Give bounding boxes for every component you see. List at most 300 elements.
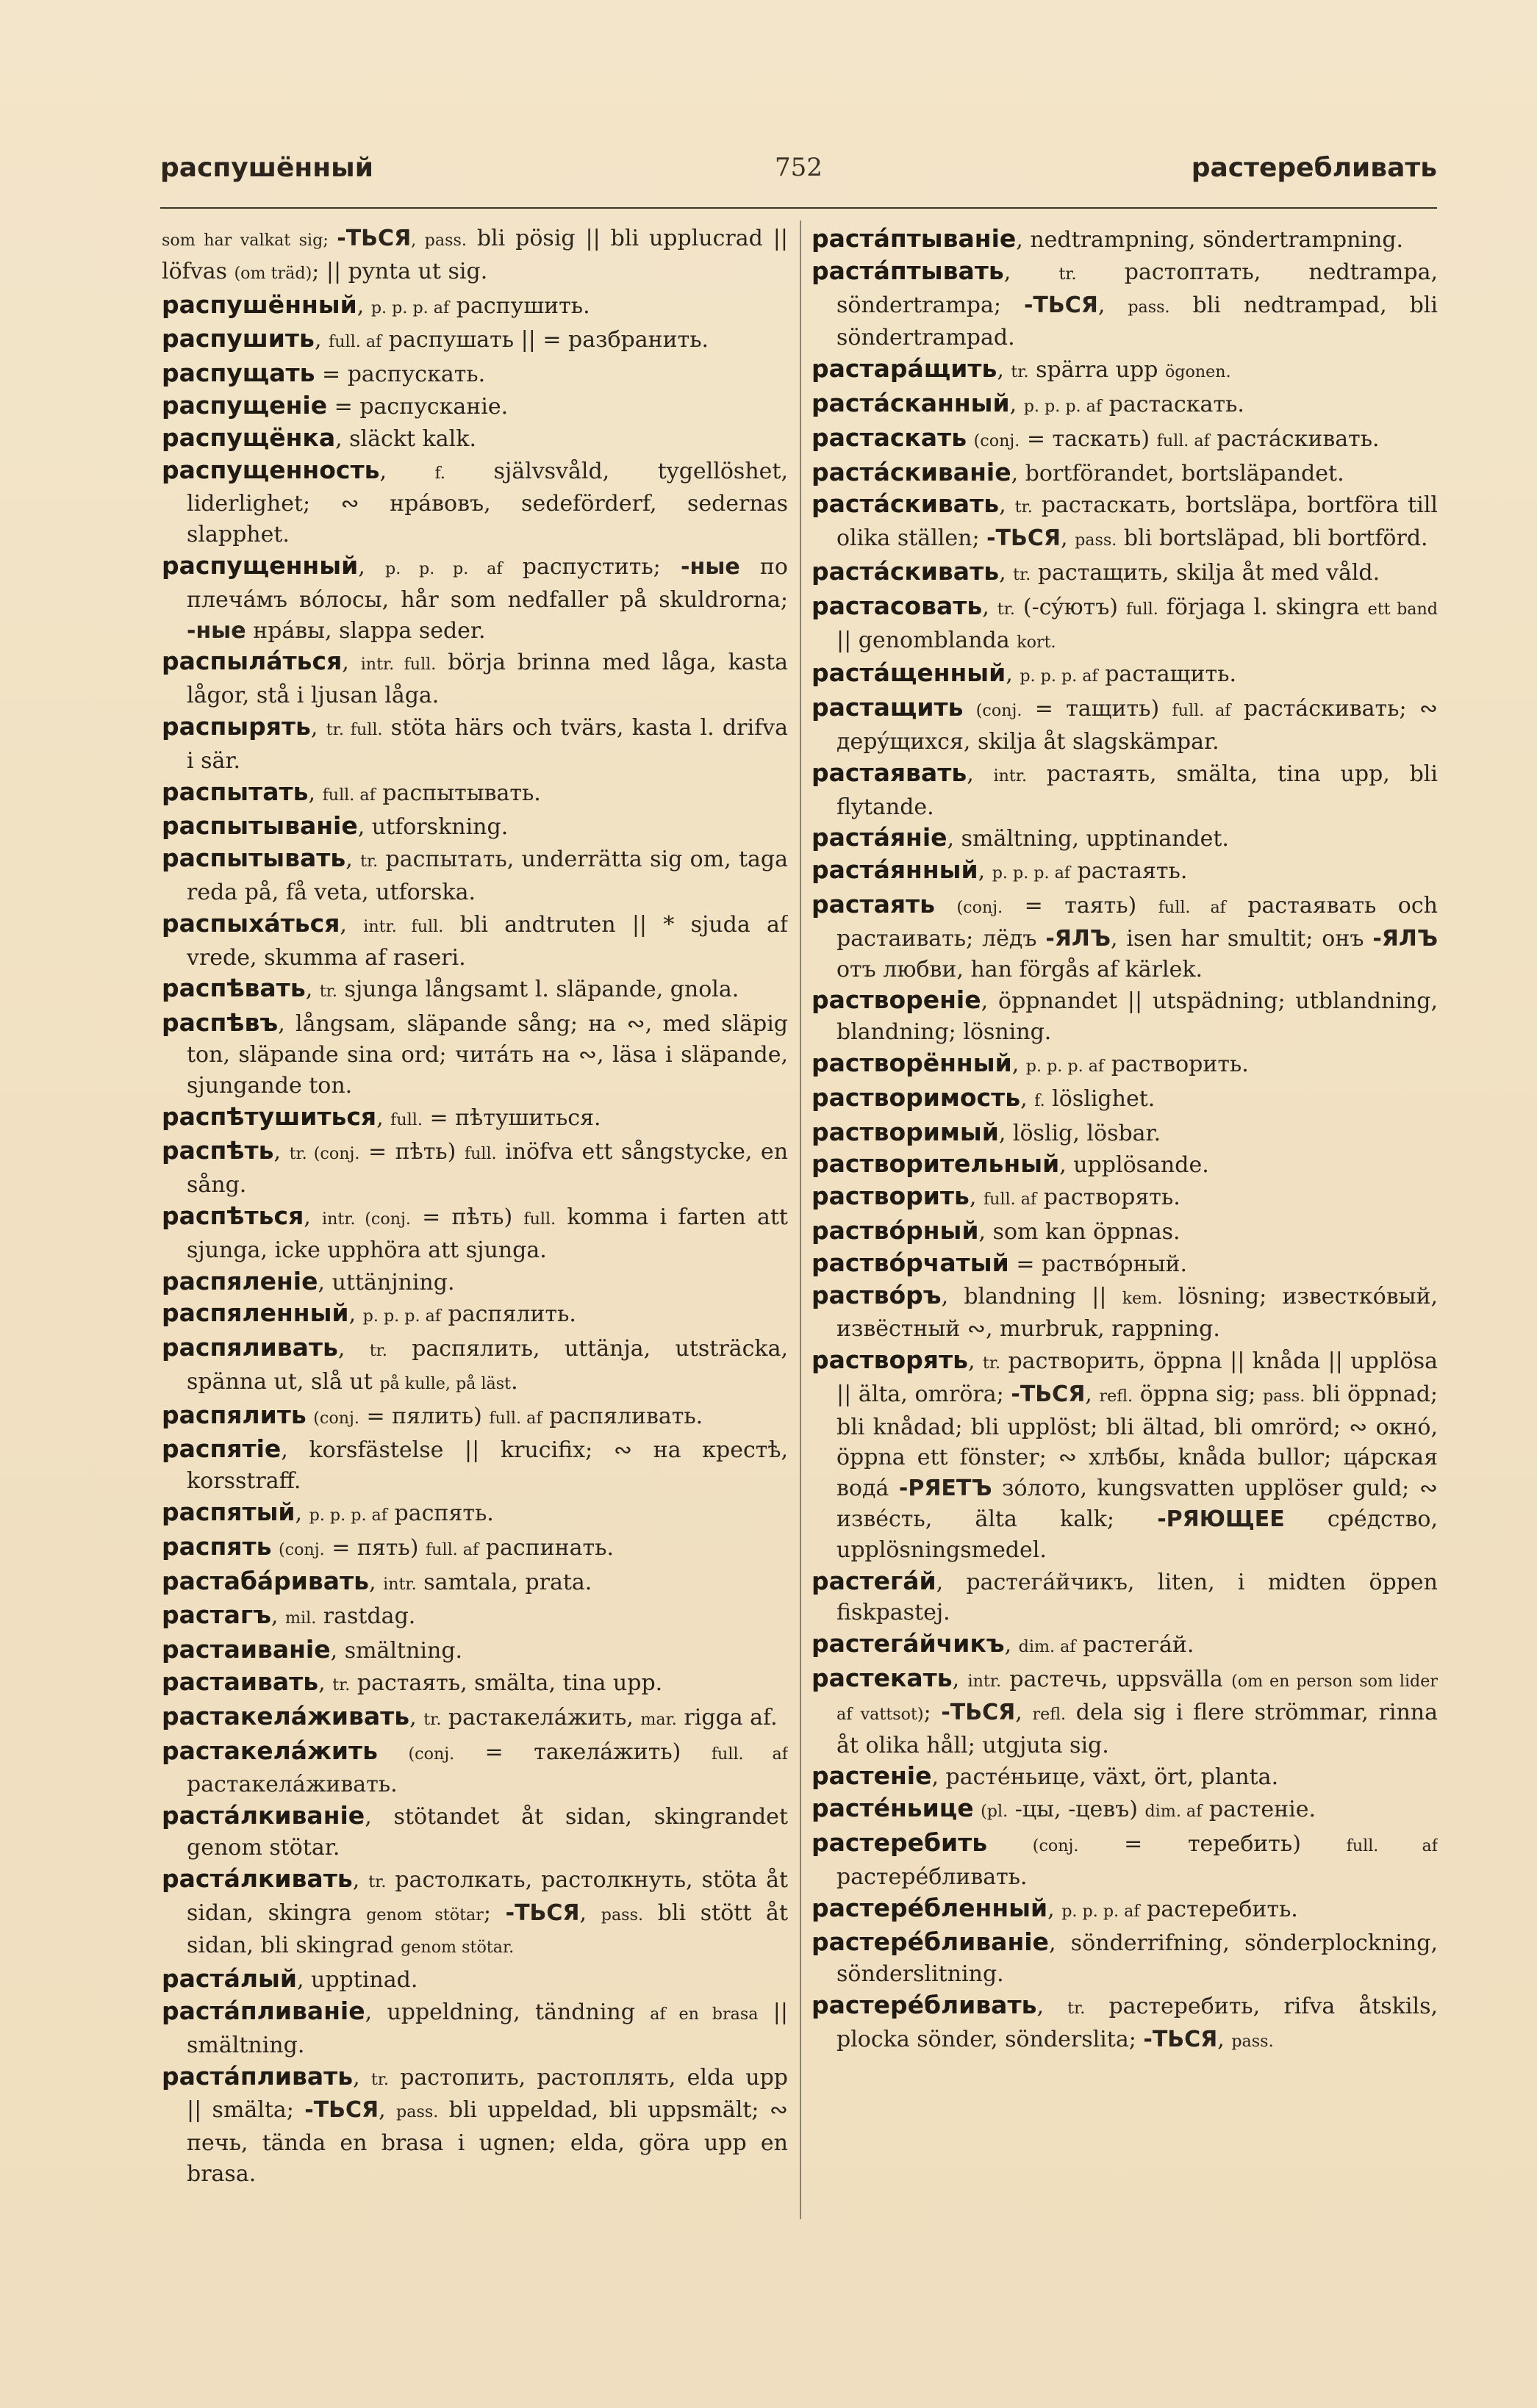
dictionary-entry xyxy=(162,1266,788,1298)
dictionary-entry xyxy=(162,1400,788,1434)
entry-headword: распятый xyxy=(162,1498,295,1527)
entry-text: , långsam, släpande sång; на ∾, med släpig ton, släpande sina ord; читáть на ∾, läsa i släpande, sjungande ton. xyxy=(187,1011,788,1099)
entry-abbreviation: pass. xyxy=(1231,2031,1274,2051)
dictionary-entry xyxy=(162,777,788,811)
entry-abbreviation: tr. xyxy=(370,2069,389,2089)
entry-abbreviation: pass. xyxy=(1128,297,1170,317)
dictionary-entry xyxy=(162,1135,788,1201)
dictionary-entry xyxy=(812,1793,1438,1827)
dictionary-entry xyxy=(162,1332,788,1400)
entry-text: растаять, smälta, tina upp. xyxy=(350,1670,663,1697)
dictionary-entry xyxy=(812,1215,1438,1248)
entry-abbreviation: tr. xyxy=(332,1675,351,1695)
entry-text: förjaga l. skingra xyxy=(1158,594,1368,620)
entry-text: komma i farten att sjunga, icke upphöra att sjunga. xyxy=(187,1204,788,1263)
entry-text: распушать || = разбранить. xyxy=(381,327,709,353)
entry-text: = пѣть) xyxy=(410,1204,524,1230)
entry-headword: распѣвъ xyxy=(162,1008,279,1038)
entry-text: растворить, öppna || knåda || upplösa || älta, omröra; xyxy=(836,1348,1438,1407)
dictionary-entry xyxy=(812,1345,1438,1566)
entry-text: растопить, растоплять, elda upp || smälta; xyxy=(187,2064,788,2124)
entry-text: , xyxy=(999,559,1014,586)
entry-text: = теребить) xyxy=(1078,1831,1347,1858)
entry-text: , uppeldning, tändning xyxy=(365,1999,651,2026)
entry-text: , xyxy=(969,1185,984,1211)
entry-text: rastdag. xyxy=(316,1603,416,1630)
entry-text: , upplösande. xyxy=(1059,1152,1209,1179)
right-running-headword: растеребливать xyxy=(1191,153,1437,183)
entry-text: bli bortsläpad, bli bortförd. xyxy=(1117,525,1428,552)
entry-text: , isen har smultit; онъ xyxy=(1111,925,1373,952)
entry-headword: растасовать xyxy=(812,591,983,620)
entry-inflection: -ные xyxy=(681,553,740,580)
dictionary-entry xyxy=(812,889,1438,985)
entry-text: , xyxy=(1020,1085,1035,1112)
entry-headword: раствóръ xyxy=(812,1280,942,1309)
entry-abbreviation: intr. (conj. xyxy=(322,1209,411,1229)
entry-text: , xyxy=(308,780,323,806)
entry-text: растаять. xyxy=(1070,858,1188,885)
page-header xyxy=(160,153,1437,197)
entry-text: , xyxy=(1003,259,1059,285)
entry-text: , sönderrifning, sönderplockning, sönderslitning. xyxy=(836,1930,1438,1988)
entry-headword: растаиваніе xyxy=(162,1635,331,1664)
entry-text: ; xyxy=(483,1900,506,1926)
entry-inflection: -ТЬСЯ xyxy=(304,2097,379,2124)
entry-text: зóлото, kungsvatten upplöser guld; ∾ извéсть, älta kalk; xyxy=(836,1476,1438,1533)
entry-text: öppna sig; xyxy=(1133,1381,1264,1407)
dictionary-entry xyxy=(812,457,1438,489)
entry-headword: растворимость xyxy=(812,1082,1021,1112)
entry-text: = тащить) xyxy=(1022,696,1172,722)
entry-abbreviation: pass. xyxy=(601,1905,644,1924)
entry-text: = пѣть) xyxy=(359,1139,465,1165)
entry-text xyxy=(987,1831,1033,1857)
entry-text: распять. xyxy=(387,1500,494,1527)
entry-text: = таскать) xyxy=(1020,425,1157,452)
entry-text: растворять. xyxy=(1036,1185,1180,1211)
entry-text: растаять, smälta, tina upp, bli flytande. xyxy=(836,761,1438,820)
dictionary-entry xyxy=(162,1007,788,1101)
entry-text: = пѣтушиться. xyxy=(422,1104,601,1131)
dictionary-entry xyxy=(162,1634,788,1667)
entry-text: , xyxy=(376,1104,391,1131)
entry-abbreviation: tr. xyxy=(423,1709,442,1729)
entry-abbreviation: refl. xyxy=(1032,1704,1067,1724)
entry-abbreviation: (om en person som lider af vattsot) xyxy=(836,1672,1438,1724)
entry-text: растакелáживать. xyxy=(187,1772,398,1798)
entry-abbreviation: (conj. xyxy=(1032,1836,1079,1856)
entry-abbreviation: tr. xyxy=(1013,564,1031,584)
dictionary-entry xyxy=(812,489,1438,556)
entry-inflection: -ные xyxy=(187,617,246,644)
entry-text: , uttänjning. xyxy=(318,1269,455,1295)
entry-text: , xyxy=(337,1336,370,1362)
entry-abbreviation: full. af xyxy=(425,1539,479,1559)
dictionary-entry xyxy=(812,256,1438,353)
entry-text: распинать. xyxy=(479,1534,614,1561)
entry-headword: растáпливать xyxy=(162,2061,354,2091)
entry-headword: растерéбленный xyxy=(812,1893,1048,1922)
entry-headword: распяливать xyxy=(162,1333,338,1362)
entry-abbreviation: full. xyxy=(390,1110,423,1129)
entry-headword: раствореніе xyxy=(812,985,981,1015)
entry-text: растерéбливать. xyxy=(836,1863,1028,1890)
entry-inflection: -ТЬСЯ xyxy=(1011,1381,1086,1407)
entry-text: = пять) xyxy=(324,1534,426,1561)
entry-abbreviation: intr. full. xyxy=(360,655,437,675)
dictionary-entry xyxy=(812,1048,1438,1082)
entry-abbreviation: af en brasa xyxy=(650,2005,759,2024)
dictionary-entry xyxy=(162,1434,788,1497)
dictionary-entry xyxy=(812,423,1438,457)
dictionary-entry xyxy=(162,323,788,358)
dictionary-entry xyxy=(162,973,788,1007)
dictionary-entry xyxy=(162,1497,788,1531)
entry-text: = таять) xyxy=(1003,892,1158,919)
entry-inflection: -ТЬСЯ xyxy=(505,1900,580,1926)
entry-text: распушить. xyxy=(449,292,590,319)
entry-headword: растаскать xyxy=(812,423,967,452)
entry-text xyxy=(963,696,975,722)
entry-abbreviation: (pl. xyxy=(981,1802,1008,1822)
entry-headword: распыхáться xyxy=(162,908,340,938)
entry-abbreviation: full. xyxy=(523,1209,556,1229)
entry-abbreviation: (conj. xyxy=(313,1408,359,1428)
entry-abbreviation: intr. xyxy=(383,1574,417,1594)
entry-headword: растагъ xyxy=(162,1600,271,1630)
entry-text: , blandning || xyxy=(941,1283,1122,1309)
dictionary-entry xyxy=(162,1101,788,1136)
entry-headword: растеніе xyxy=(812,1761,932,1791)
dictionary-entry xyxy=(812,556,1438,591)
dictionary-entry xyxy=(162,1566,788,1600)
dictionary-entry xyxy=(162,1667,788,1701)
header-rule xyxy=(160,207,1437,209)
entry-inflection: -ТЬСЯ xyxy=(1023,292,1098,318)
entry-text: bli stött åt sidan, bli skingrad xyxy=(187,1900,788,1959)
entry-text: , xyxy=(952,1667,968,1693)
entry-text: , xyxy=(353,2064,371,2091)
entry-text: , xyxy=(1009,391,1024,417)
entry-headword: растаивать xyxy=(162,1667,319,1697)
entry-abbreviation: pass. xyxy=(1075,531,1117,550)
entry-headword: растворительный xyxy=(812,1149,1060,1179)
entry-text: распялить. xyxy=(441,1301,576,1328)
entry-text: , utforskning. xyxy=(357,814,509,841)
entry-text: распытать, underrätta sig om, taga reda på, få veta, utforska. xyxy=(187,847,788,905)
entry-text: , xyxy=(409,1704,424,1730)
entry-headword: растворить xyxy=(812,1182,970,1211)
entry-text: , xyxy=(1015,1699,1033,1725)
entry-headword: распѣть xyxy=(162,1136,274,1165)
entry-abbreviation: som har valkat sig; xyxy=(162,231,337,250)
entry-text: растащить. xyxy=(1097,661,1236,688)
entry-text: , xyxy=(379,2097,397,2124)
entry-abbreviation: full. af xyxy=(322,785,376,805)
entry-text: , xyxy=(997,357,1011,384)
entry-text: , xyxy=(579,1900,601,1926)
entry-headword: растерéбливать xyxy=(812,1991,1037,2020)
entry-text: растащить, skilja åt med våld. xyxy=(1031,559,1380,586)
entry-headword: растáлкиваніе xyxy=(162,1801,365,1830)
entry-headword: распытывать xyxy=(162,844,346,873)
entry-headword: растаявать xyxy=(812,758,967,787)
entry-headword: растáптываніе xyxy=(812,224,1017,253)
entry-text: , xyxy=(358,553,385,580)
entry-text: растегáй. xyxy=(1075,1632,1194,1658)
entry-text: , xyxy=(999,492,1015,519)
entry-headword: растворимый xyxy=(812,1117,999,1146)
entry-abbreviation: p. p. p. af xyxy=(1023,396,1103,416)
entry-text: растáскивать; ∾ дерýщихся, skilja åt slagskämpar. xyxy=(836,696,1438,755)
entry-text: bli uppeldad, bli uppsmält; ∾ печь, tända en brasa i ugnen; elda, göra upp en brasa. xyxy=(187,2097,788,2188)
entry-text xyxy=(378,1739,408,1765)
dictionary-entry xyxy=(162,423,788,455)
dictionary-entry xyxy=(812,1280,1438,1345)
entry-abbreviation: pass. xyxy=(1263,1386,1305,1406)
dictionary-entry xyxy=(162,1531,788,1566)
entry-text: löslighet. xyxy=(1045,1085,1156,1112)
dictionary-entry xyxy=(162,1600,788,1634)
entry-abbreviation: (conj. xyxy=(973,431,1020,450)
entry-abbreviation: dim. af xyxy=(1018,1637,1076,1657)
entry-text: растворить. xyxy=(1104,1051,1249,1077)
entry-headword: растакелáжить xyxy=(162,1736,379,1765)
entry-abbreviation: f. xyxy=(434,463,445,483)
entry-text: , xyxy=(1085,1381,1100,1407)
dictionary-entry xyxy=(812,658,1438,692)
entry-text: , xyxy=(1097,292,1128,318)
entry-headword: растащить xyxy=(812,693,964,722)
dictionary-entry xyxy=(162,290,788,324)
entry-text: , xyxy=(369,1569,384,1595)
entry-headword: растáскивать xyxy=(812,489,1000,519)
entry-text: , xyxy=(967,761,994,787)
entry-text: = раствóрный. xyxy=(1008,1251,1188,1277)
entry-headword: растегáйчикъ xyxy=(812,1629,1005,1658)
entry-text: , xyxy=(345,847,361,873)
dictionary-entry xyxy=(812,1181,1438,1215)
entry-text: || smältning. xyxy=(187,1999,788,2058)
dictionary-entry xyxy=(162,1863,788,1963)
entry-headword: растáптывать xyxy=(812,256,1004,285)
entry-headword: распущёнка xyxy=(162,423,336,452)
entry-headword: растáщенный xyxy=(812,658,1006,688)
entry-text: = такелáжить) xyxy=(454,1739,712,1765)
entry-text: распытывать. xyxy=(375,780,541,806)
entry-text: растакелáжить, xyxy=(441,1704,641,1730)
entry-abbreviation: full. af xyxy=(711,1744,788,1764)
entry-text: , xyxy=(1006,661,1020,688)
entry-abbreviation: p. p. p. af xyxy=(309,1506,387,1525)
entry-abbreviation: (conj. xyxy=(975,701,1022,721)
entry-text: , xyxy=(1004,1632,1019,1658)
entry-headword: распять xyxy=(162,1531,272,1561)
dictionary-entry xyxy=(162,811,788,843)
dictionary-entry xyxy=(162,1996,788,2061)
entry-abbreviation: tr. xyxy=(1058,264,1077,284)
entry-text: срéдство, upplösningsmedel. xyxy=(836,1506,1438,1563)
dictionary-entry xyxy=(812,758,1438,823)
entry-text: bli andtruten || * sjuda af vrede, skumma af raseri. xyxy=(187,911,788,971)
dictionary-entry xyxy=(812,855,1438,889)
entry-text: , löslig, lösbar. xyxy=(998,1120,1161,1146)
entry-text: , xyxy=(348,1301,363,1328)
entry-text: , nedtrampning, söndertrampning. xyxy=(1016,227,1404,253)
entry-text xyxy=(307,1404,314,1429)
entry-abbreviation: refl. xyxy=(1099,1386,1133,1406)
entry-headword: растáпливаніе xyxy=(162,1997,365,2026)
entry-abbreviation: mil. xyxy=(284,1609,317,1628)
entry-text: распустить; xyxy=(502,553,681,580)
entry-abbreviation: ögonen. xyxy=(1164,362,1231,382)
entry-abbreviation: tr. xyxy=(1011,362,1029,382)
entry-text: börja brinna med låga, kasta lågor, stå i ljusan låga. xyxy=(187,650,788,709)
entry-text: , xyxy=(1061,525,1075,552)
entry-text: . xyxy=(511,1368,518,1395)
entry-headword: раствóрчатый xyxy=(812,1248,1009,1277)
entry-text: , xyxy=(273,1139,290,1165)
entry-abbreviation: mar. xyxy=(640,1709,677,1729)
entry-headword: растáсканный xyxy=(812,388,1010,417)
entry-headword: растéньице xyxy=(812,1794,974,1823)
dictionary-entry xyxy=(812,1761,1438,1793)
dictionary-entry xyxy=(812,1628,1438,1663)
entry-text: självsvåld, tygellöshet, liderlighet; ∾ нрáвовъ, sedeförderf, sedernas slapphet. xyxy=(187,458,788,548)
dictionary-entry xyxy=(162,2061,788,2190)
entry-text: , smältning. xyxy=(330,1638,463,1664)
entry-text: , xyxy=(982,594,997,620)
entry-text: по плечáмъ вóлосы, hår som nedfaller på skuldrorna; xyxy=(187,553,788,613)
dictionary-entry xyxy=(162,1201,788,1266)
entry-headword: растворённый xyxy=(812,1048,1012,1077)
entry-text: , xyxy=(340,911,364,938)
entry-text: , xyxy=(1217,2026,1232,2052)
entry-text: dela sig i flere strömmar, rinna åt olika håll; utgjuta sig. xyxy=(836,1699,1438,1758)
entry-abbreviation: , pass. xyxy=(411,231,467,250)
entry-text: , xyxy=(379,458,435,484)
entry-abbreviation: full. xyxy=(1126,599,1158,619)
entry-text: распялить, uttänja, utsträcka, spänna ut, slå ut xyxy=(187,1336,788,1395)
entry-headword: распяленный xyxy=(162,1298,349,1328)
entry-text: распяливать. xyxy=(542,1403,703,1429)
entry-text: , xyxy=(978,858,992,885)
dictionary-entry xyxy=(812,1149,1438,1181)
dictionary-entry xyxy=(812,388,1438,423)
entry-text: = распускать. xyxy=(315,362,486,388)
dictionary-entry xyxy=(812,353,1438,388)
entry-text xyxy=(935,893,956,919)
entry-abbreviation: p. p. p. af xyxy=(385,558,503,578)
entry-headword: растáскивать xyxy=(812,556,1000,586)
entry-abbreviation: tr. (conj. xyxy=(289,1144,360,1164)
entry-abbreviation: (conj. xyxy=(278,1539,325,1559)
entry-headword: растáлый xyxy=(162,1964,297,1994)
entry-headword: распытываніе xyxy=(162,811,358,841)
entry-headword: распушить xyxy=(162,324,315,353)
entry-text: растеребить, rifva åtskils, plocka sönder, sönderslita; xyxy=(836,1994,1438,2052)
entry-headword: распущать xyxy=(162,359,315,388)
entry-abbreviation: tr. xyxy=(997,599,1015,619)
entry-text: inöfva ett sångstycke, en sång. xyxy=(187,1139,788,1198)
entry-text: lösning; известкóвый, извёстный ∾, murbruk, rappning. xyxy=(836,1283,1438,1343)
dictionary-entry xyxy=(162,646,788,711)
entry-abbreviation: full. af xyxy=(329,332,382,352)
entry-text: растоптать, nedtrampa, söndertrampa; xyxy=(836,259,1438,318)
entry-headword: распѣться xyxy=(162,1201,304,1230)
entry-text: нрáвы, slappa seder. xyxy=(246,617,486,644)
entry-text: bli pösig || bli upplucrad || löfvas xyxy=(162,226,788,284)
entry-headword: растаять xyxy=(812,889,936,919)
entry-text: растолкать, растолкнуть, stöta åt sidan, skingra xyxy=(187,1866,788,1926)
entry-inflection: -ТЬСЯ xyxy=(337,226,412,251)
entry-headword: растакелáживать xyxy=(162,1701,410,1730)
entry-text: (-сýютъ) xyxy=(1014,594,1127,620)
entry-abbreviation: (conj. xyxy=(408,1744,455,1764)
entry-text: , растегáйчикъ, liten, i midten öppen fiskpastej. xyxy=(836,1569,1438,1626)
entry-abbreviation: pass. xyxy=(396,2102,439,2122)
entry-headword: распѣвать xyxy=(162,974,306,1003)
entry-text: , xyxy=(967,1348,983,1375)
dictionary-entry xyxy=(162,358,788,390)
entry-text: , släckt kalk. xyxy=(335,425,476,452)
entry-abbreviation: tr. xyxy=(982,1354,1001,1373)
dictionary-entry xyxy=(812,822,1438,855)
dictionary-entry xyxy=(162,1736,788,1801)
entry-abbreviation: full. af xyxy=(1172,701,1231,721)
entry-text: ; xyxy=(923,1699,942,1725)
entry-text: spärra upp xyxy=(1028,357,1165,384)
entry-headword: распылáться xyxy=(162,647,343,676)
entry-text: , xyxy=(318,1670,333,1697)
dictionary-entry xyxy=(162,1298,788,1332)
entry-text: , xyxy=(352,1866,369,1893)
entry-headword: распущеніе xyxy=(162,390,328,420)
dictionary-entry xyxy=(162,1701,788,1736)
entry-text: растáскивать. xyxy=(1209,425,1380,452)
column-divider xyxy=(800,220,801,2219)
entry-abbreviation: p. p. p. af xyxy=(370,298,450,317)
entry-abbreviation: tr. xyxy=(319,982,337,1002)
dictionary-entry xyxy=(812,1663,1438,1761)
entry-abbreviation: tr. xyxy=(1067,1999,1086,2019)
entry-headword: растерéбливаніе xyxy=(812,1927,1049,1957)
entry-text: растечь, uppsvälla xyxy=(1001,1667,1232,1693)
entry-abbreviation: genom stötar xyxy=(366,1905,484,1924)
entry-inflection: -ТЬСЯ xyxy=(941,1699,1016,1725)
entry-text: bli nedtrampad, bli söndertrampad. xyxy=(836,292,1438,351)
entry-abbreviation: på kulle, på läst xyxy=(379,1373,512,1393)
entry-text xyxy=(974,1797,981,1822)
entry-text: , korsfästelse || krucifix; ∾ на крестѣ, korsstraff. xyxy=(187,1437,788,1495)
entry-headword: распяленіе xyxy=(162,1266,318,1295)
entry-headword: раствóрный xyxy=(812,1215,979,1245)
entry-inflection: -ТЬСЯ xyxy=(986,525,1061,552)
entry-abbreviation: full. af xyxy=(489,1408,542,1428)
entry-text: растеніе. xyxy=(1202,1797,1316,1823)
entry-abbreviation: p. p. p. af xyxy=(992,863,1071,883)
dictionary-entry xyxy=(162,908,788,974)
dictionary-entry xyxy=(812,1566,1438,1629)
entry-text: , xyxy=(1036,1994,1068,2020)
entry-headword: распѣтушиться xyxy=(162,1101,377,1131)
entry-text: , xyxy=(1011,1051,1026,1077)
entry-abbreviation: p. p. p. af xyxy=(1025,1056,1105,1076)
entry-text: || genomblanda xyxy=(836,627,1017,653)
entry-abbreviation: p. p. p. af xyxy=(1020,666,1098,686)
dictionary-entry xyxy=(812,223,1438,256)
